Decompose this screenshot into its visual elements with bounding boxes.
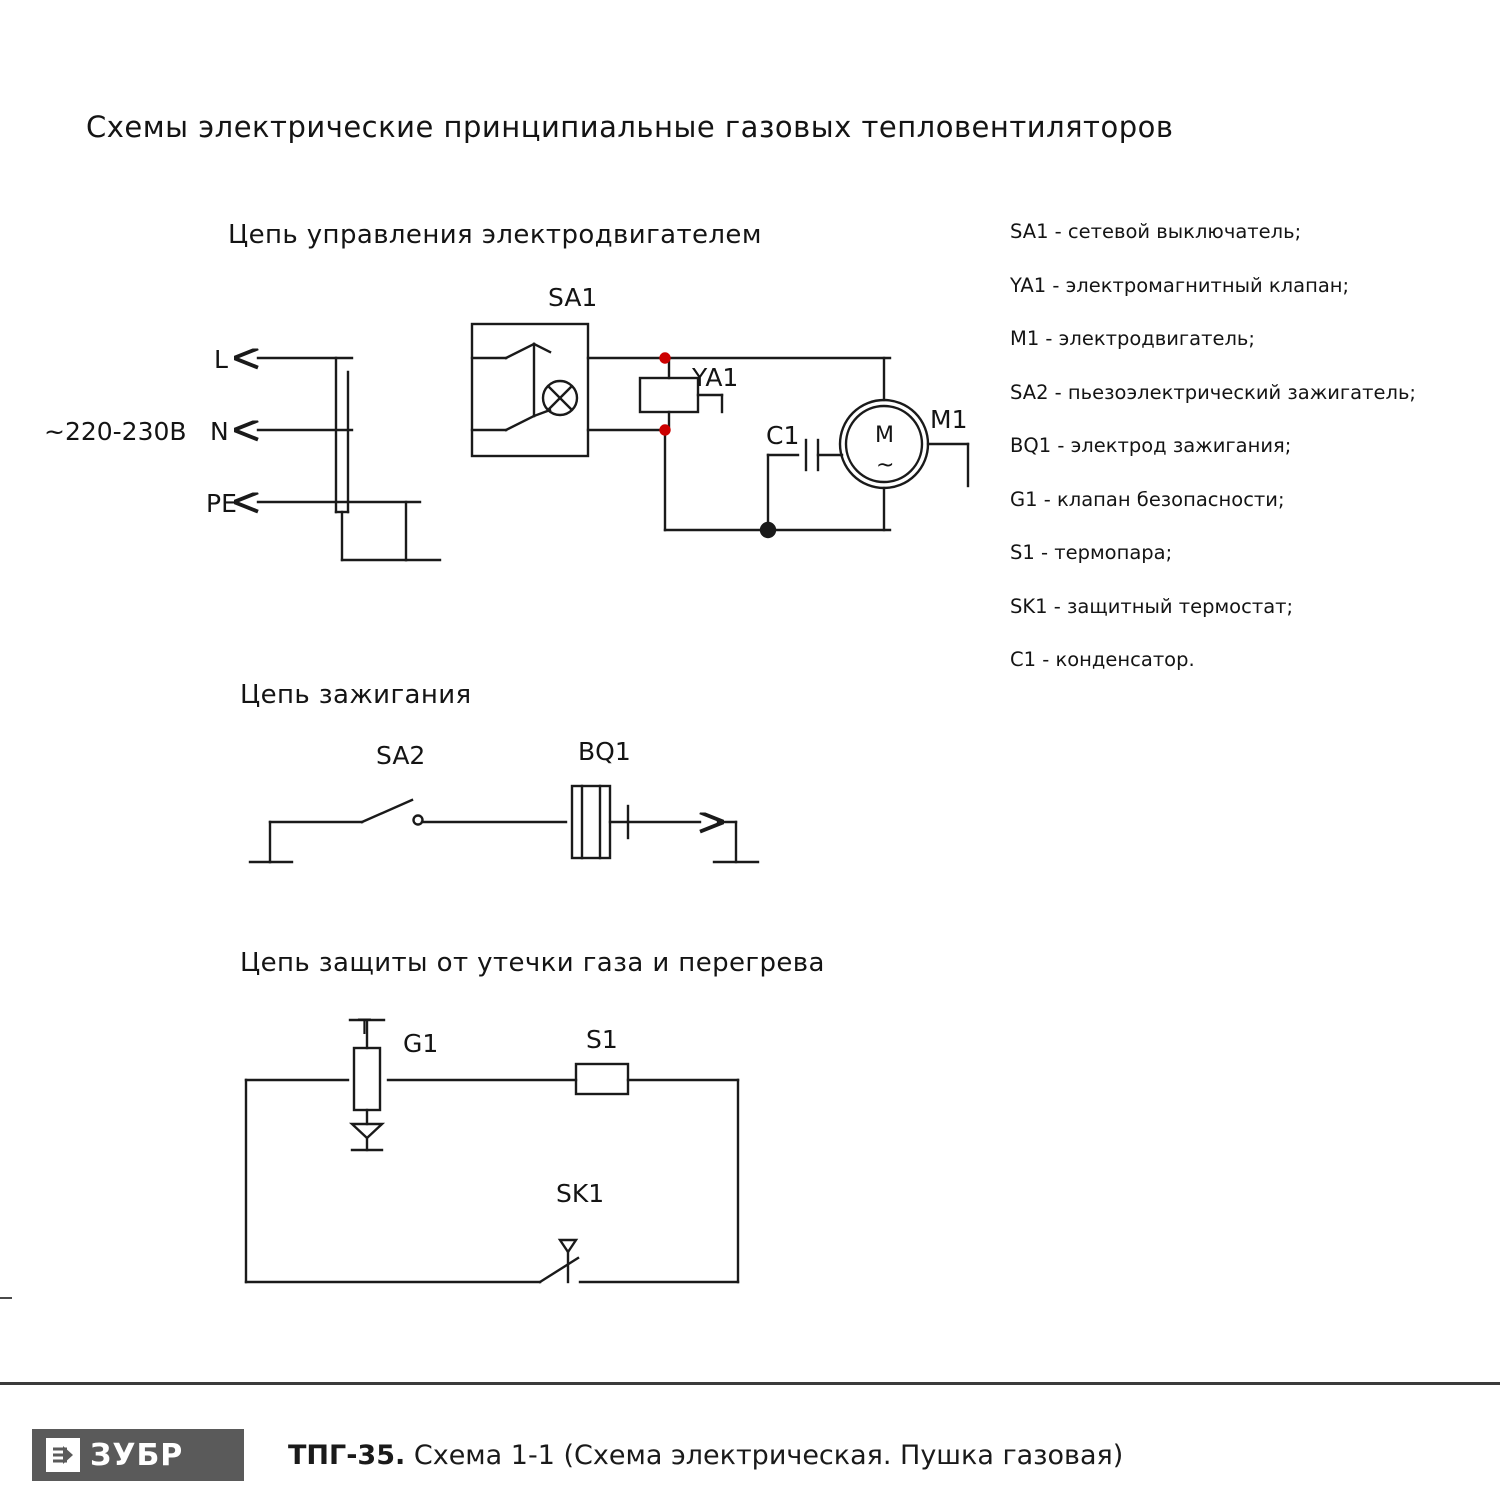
legend-item: SA1 - сетевой выключатель; — [1010, 220, 1302, 243]
label-SA1: SA1 — [548, 283, 598, 312]
label-line-L: L — [214, 345, 228, 374]
label-S1: S1 — [586, 1025, 618, 1054]
footer-caption — [288, 1440, 1123, 1471]
label-valve-mark: T — [358, 1015, 371, 1039]
legend-item: SK1 - защитный термостат; — [1010, 594, 1294, 618]
label-motor-symbol-ac: ~ — [876, 453, 895, 478]
footer-divider — [0, 1382, 1500, 1385]
section-title-ignition: Цепь зажигания — [240, 680, 472, 710]
brand-logo — [32, 1429, 244, 1481]
label-C1: C1 — [766, 421, 800, 450]
legend — [1010, 222, 1480, 704]
crop-mark — [0, 1297, 12, 1299]
label-SK1: SK1 — [556, 1179, 605, 1208]
label-YA1: YA1 — [692, 363, 739, 392]
legend-item: G1 - клапан безопасности; — [1010, 487, 1285, 511]
label-motor-symbol: M — [875, 423, 894, 448]
legend-item: M1 - электродвигатель; — [1010, 327, 1255, 350]
label-M1: M1 — [930, 405, 968, 434]
legend-item: YA1 - электромагнитный клапан; — [1010, 273, 1350, 297]
label-supply-voltage: ~220-230В — [44, 417, 187, 446]
label-line-PE: PE — [206, 489, 237, 518]
section-title-motor: Цепь управления электродвигателем — [228, 220, 762, 250]
arrow-icon — [46, 1438, 80, 1472]
section-title-protection: Цепь защиты от утечки газа и перегрева — [240, 948, 825, 978]
legend-item: SA2 - пьезоэлектрический зажигатель; — [1010, 380, 1417, 404]
label-BQ1: BQ1 — [578, 737, 631, 766]
brand-logo-text: ЗУБР — [90, 1437, 184, 1473]
label-G1: G1 — [403, 1029, 439, 1058]
footer — [0, 1420, 1500, 1490]
legend-item: BQ1 - электрод зажигания; — [1010, 434, 1292, 457]
footer-model: ТПГ-35. — [288, 1439, 406, 1471]
footer-caption-text: Схема 1-1 (Схема электрическая. Пушка газовая) — [413, 1439, 1124, 1471]
label-line-N: N — [210, 417, 229, 446]
page-title: Схемы электрические принципиальные газовых тепловентиляторов — [86, 110, 1174, 144]
legend-item: S1 - термопара; — [1010, 541, 1173, 564]
legend-item: C1 - конденсатор. — [1010, 648, 1195, 671]
label-SA2: SA2 — [376, 741, 426, 770]
